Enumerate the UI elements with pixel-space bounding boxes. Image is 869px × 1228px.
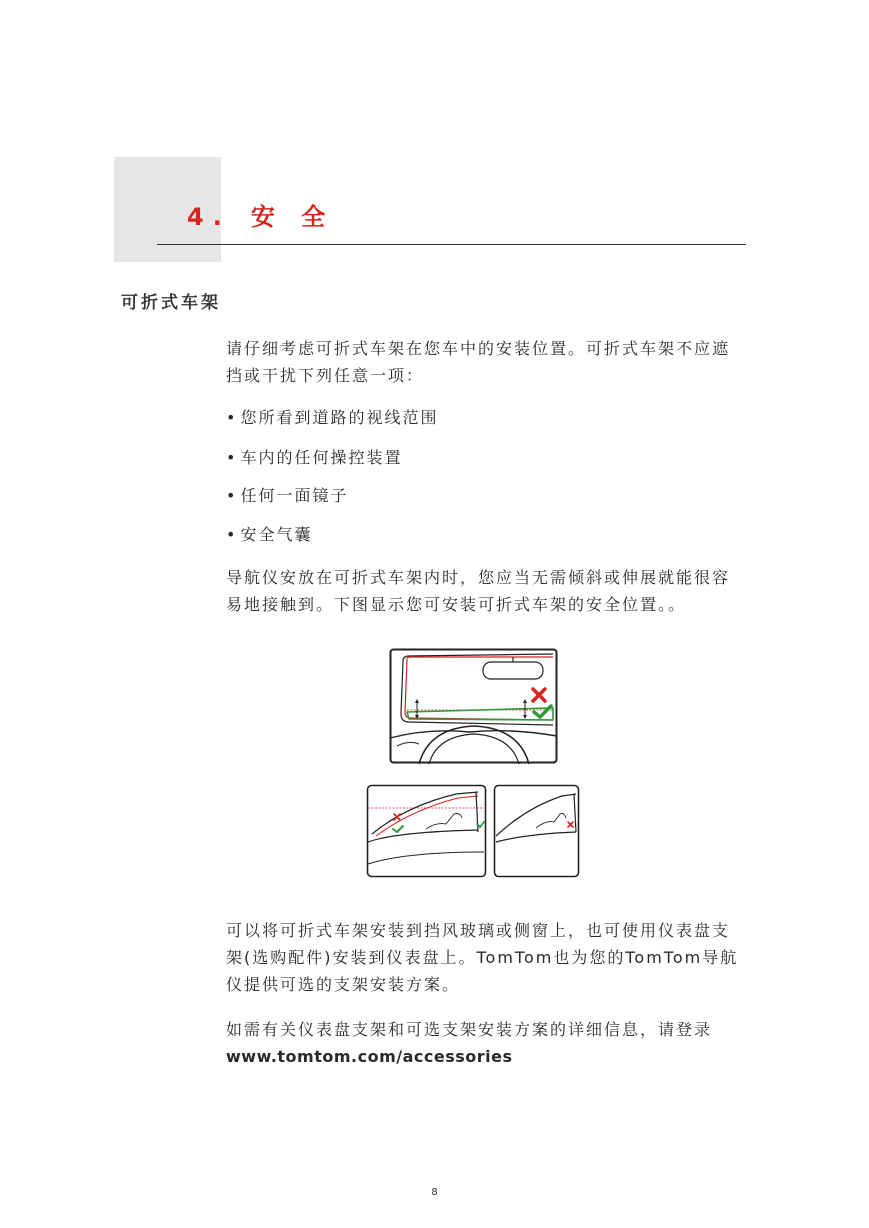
- list-item: • 安全气囊: [226, 525, 313, 544]
- reach-paragraph: 导航仪安放在可折式车架内时，您应当无需倾斜或伸展就能很容易地接触到。下图显示您可安装可折式车架的安全位置。。: [226, 568, 731, 614]
- page-number: 8: [431, 1187, 438, 1198]
- side-window-mount-illustration: [366, 784, 581, 879]
- chapter-divider: [157, 244, 746, 245]
- mount-options-paragraph: 可以将可折式车架安装到挡风玻璃或侧窗上，也可使用仪表盘支架(选购配件)安装到仪表盘上。TomTom也为您的TomTom导航仪提供可选的支架安装方案。: [226, 921, 739, 994]
- chapter-title: [187, 197, 334, 232]
- accessories-link[interactable]: www.tomtom.com/accessories: [226, 1047, 513, 1066]
- intro-paragraph: 请仔细考虑可折式车架在您车中的安装位置。可折式车架不应遮挡或干扰下列任意一项：: [226, 339, 731, 385]
- info-text: 如需有关仪表盘支架和可选支架安装方案的详细信息，请登录: [226, 1020, 713, 1039]
- chapter-number: 4.: [187, 203, 231, 231]
- windscreen-mount-illustration: [389, 648, 559, 765]
- info-paragraph: [226, 1016, 746, 1070]
- list-item: • 您所看到道路的视线范围: [226, 408, 439, 427]
- section-title: 可折式车架: [121, 293, 221, 313]
- list-item: • 车内的任何操控装置: [226, 448, 403, 467]
- list-item: • 任何一面镜子: [226, 486, 349, 505]
- chapter-name: 安 全: [250, 203, 335, 231]
